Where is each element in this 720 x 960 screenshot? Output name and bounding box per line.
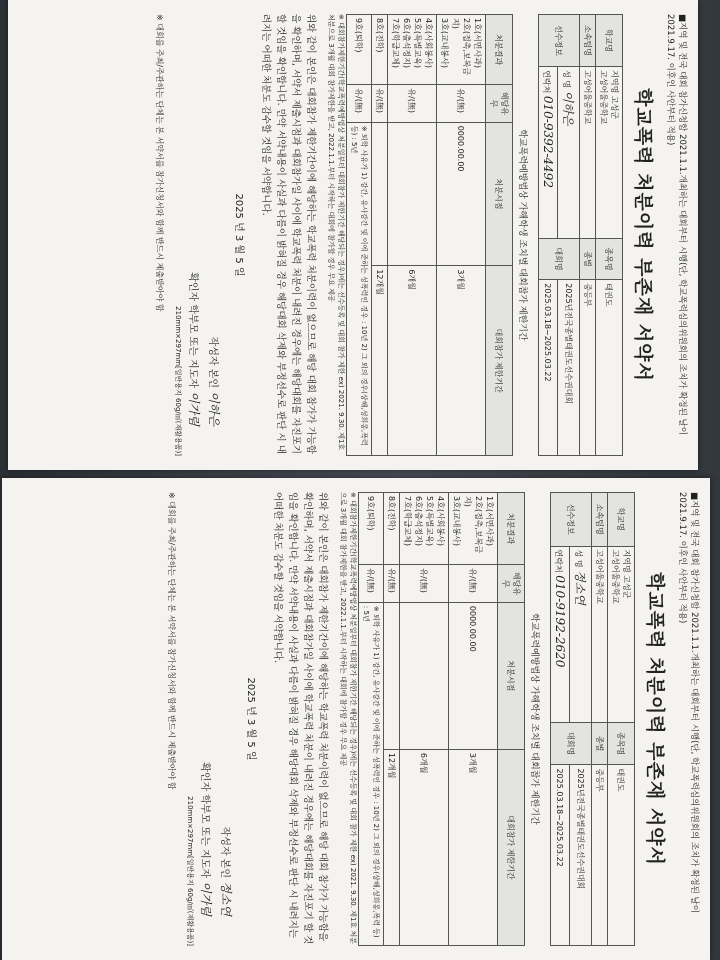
table-footnote: ※ 대회참가제한기간(학교폭력예방법상 처분일부터 대회참가 제한기간 해당되는 경우)에는 선수등록 및 대회 참가 제한 ex) 2021. 9.30. 제1호 처분으로 3개월 대회 참가제한을 받고, 2022.1.1.부터 시작하는 대회에 참가할 경우 무요 제공 [339,492,357,944]
table-row: 4호(사회봉사) 5호(특별교육) 6호(출석정지) 7호(학급교체) 유/(無) 6개월 [400,493,449,946]
contact-label: 연락처 [542,70,551,94]
pledge-paragraph: 위와 같이 본인은 대회참가 제한기간이에 해당하는 학교폭력 처분이력이 없으므로 해당 대회 참가가 가능함을 확인하며, 서약서 제출시점과 대회참가일 사이에 학교폭력 처분이 내려진 경우에는 해당대회를 자진포기 할 것임을 확인합니다. 만약 서약내용이 사실과 다름이 밝혀질 경우 해당대회 삭제와 부정선수로 판단 시 내려지는 어떠한 처분도 감수할 것임을 서약합니다. [260,14,316,455]
table-row: 9호(퇴학) 유/(無) ※ 퇴학 사유가 1) 강간, 유사강간 및 이에 준하는 성폭력인 경우 : 10년 2) 그 외의 경우(상해,성희롱,폭력 등) : 5년 [359,493,384,946]
table-row: 8호(전학) 유/(無) 12개월 [384,493,400,946]
name-label: 성 명 [562,70,571,89]
player-name-signature: 정소연 [573,570,587,605]
footer-note: ※ 대회를 주최/주관하는 단체는 본 서약서를 참가신청서와 함께 반드시 제출받아야 함 [167,492,176,790]
date-line: 2025 년 3 월 5 일 [233,193,244,277]
paper-code: 210mm×297mm[일반용지 60g/㎡(재활용품)] [174,306,182,456]
event-type-value: 중등부 [580,280,596,456]
player-info-table [538,14,623,456]
table-row: 1호(서면사과) 2호(접촉,보복금지) 3호(교내봉사) 유/(無) 0000.00.00 3개월 [437,15,486,456]
competition-dates: 2025.03.18~2025.03.22 [539,280,558,456]
contact-value: 010-9392-4492 [541,95,555,188]
pledge-sheet-bottom [2,478,710,960]
notice-text: ■지역 및 전국 대회 참가신청함 2021.1.1.개최하는 대회부터 시행(단, 학교폭력심의위원회의 조치가 확정된 날이 2021.9.17. 이후인 사안부터 적용) [677,492,699,913]
col-result: 처분결과 [486,15,513,85]
table-row: 9호(퇴학) 유/(無) ※ 퇴학 사유가 1) 강간, 유사강간 및 이에 준하는 성폭력인 경우 : 10년 2) 그 외의 경우(상해,성희롱,폭력 등) : 5년 [347,15,372,456]
school-label: 학교명 [596,15,623,67]
contact-value: 010-9192-2620 [553,575,567,668]
confirmer-signature: 이가림 [187,391,201,426]
table-row: 1호(서면사과) 2호(접촉,보복금지) 3호(교내봉사) 유/(無) 0000.00.00 3개월 [449,493,498,946]
col-mark: 해당유무 [486,85,513,122]
event-label: 종목명 [596,238,623,280]
sheet-rotated-content [8,0,698,470]
table-row: 8호(전학) 유/(無) 12개월 [372,15,388,456]
event-type-label: 종별 [580,238,596,280]
document-title: 학교폭력 처분이력 부존재 서약서 [644,572,666,866]
col-date: 처분시점 [486,122,513,266]
col-limit: 대회참가 제한기간 [486,266,513,456]
pledge-paragraph: 위와 같이 본인은 대회참가 제한기간이에 해당하는 학교폭력 처분이력이 없으므로 해당 대회 참가가 가능함을 확인하며, 서약서 제출시점과 대회참가일 사이에 학교폭력 처분이 내려진 경우에는 해당대회를 자진포기 할 것임을 확인합니다. 만약 서약내용이 사실과 다름이 밝혀질 경우 해당대회 삭제와 부정선수로 판단 시 내려지는 어떠한 처분도 감수할 것임을 서약합니다. [272,492,328,945]
footer-note: ※ 대회를 주최/주관하는 단체는 본 서약서를 참가신청서와 함께 반드시 제출받아야 함 [155,14,164,312]
table-row: 4호(사회봉사) 5호(특별교육) 6호(출석정지) 7호(학급교체) 유/(無) 6개월 [388,15,437,456]
dismissal-notes: ※ 퇴학 사유가 1) 강간, 유사강간 및 이에 준하는 성폭력인 경우 : 10년 2) 그 외의 경우(상해,성희롱,폭력 등) : 5년 [347,122,372,455]
school-value: 지역명 고성군 고성어울중학교 [596,67,623,239]
notice-text: ■지역 및 전국 대회 참가신청함 2021.1.1.개최하는 대회부터 시행(단, 학교폭력심의위원회의 조치가 확정된 날이 2021.9.17. 이후인 사안부터 적용) [665,14,687,435]
affiliation-value: 고성어울중학교 [580,67,596,239]
date-line: 2025 년 3 월 5 일 [245,677,256,761]
sheet-rotated-content [2,478,710,960]
competition-value: 2025년전국종별태권도선수권대회 [558,280,580,456]
author-signature: 정소연 [219,881,233,916]
sanction-table [346,14,513,456]
document-title: 학교폭력 처분이력 부존재 서약서 [632,88,654,382]
signature-block: 작성자 본인 정소연 확인자 학부모 또는 지도자 이가림 [199,762,233,916]
paper-code: 210mm×297mm[일반용지 60g/㎡(재활용품)] [186,796,194,946]
competition-label: 대회명 [539,238,580,280]
signature-block: 작성자 본인 이하은 확인자 학부모 또는 지도자 이가림 [187,272,221,426]
author-signature: 이하은 [207,391,221,426]
sport-value: 태권도 [596,280,623,456]
player-name-signature: 이하은 [561,90,575,126]
table-footnote: ※ 대회참가제한기간(학교폭력예방법상 처분일부터 대회참가 제한기간 해당되는 경우)에는 선수등록 및 대회 참가 제한 ex) 2021. 9.30. 제1호 처분으로 3개월 대회 참가제한을 받고, 2022.1.1.부터 시작하는 대회에 참가할 경우 무요 제공 [327,14,345,451]
section-title: 학교폭력예방법상 가해학생 조치별 대회참가 제한기간 [517,129,527,341]
pledge-sheet-top [8,0,698,470]
section-title: 학교폭력예방법상 가해학생 조치별 대회참가 제한기간 [529,613,539,825]
confirmer-signature: 이가림 [199,881,213,916]
affiliation-label: 소속팀명 [580,15,596,67]
sanction-table: 처분결과 해당유무 처분시점 대회참가 제한기간 1호(서면사과) 2호(접촉,보복금지) 3호(교내봉사) 유/(無) 0000.00.00 3개월 4호(사회봉사) 5호(특별교육) 6호(출석정지) 7호(학급교체) 유/(無) 6개월 8호(전학) 유/(無) 12개월 9호(퇴학) 유/(無) ※ 퇴학 사유가 1) 강간, 유사강간 및 이에 준하는 성폭력인 경우 : 10년 2) 그 외의 경우(상해,성희롱,폭력 등) : 5년 [358,492,525,946]
player-label: 선수정보 [539,15,580,67]
player-info-table: 학교명 지역명 고성군 고성어울중학교 종목명 태권도 소속팀명 고성어울중학교 종별 중등부 선수정보 성 명 정소연 대회명 2025년전국종별태권도선수권대회 연락처 010-9192-2620 2025.03.18~2025.03.22 [550,492,635,946]
